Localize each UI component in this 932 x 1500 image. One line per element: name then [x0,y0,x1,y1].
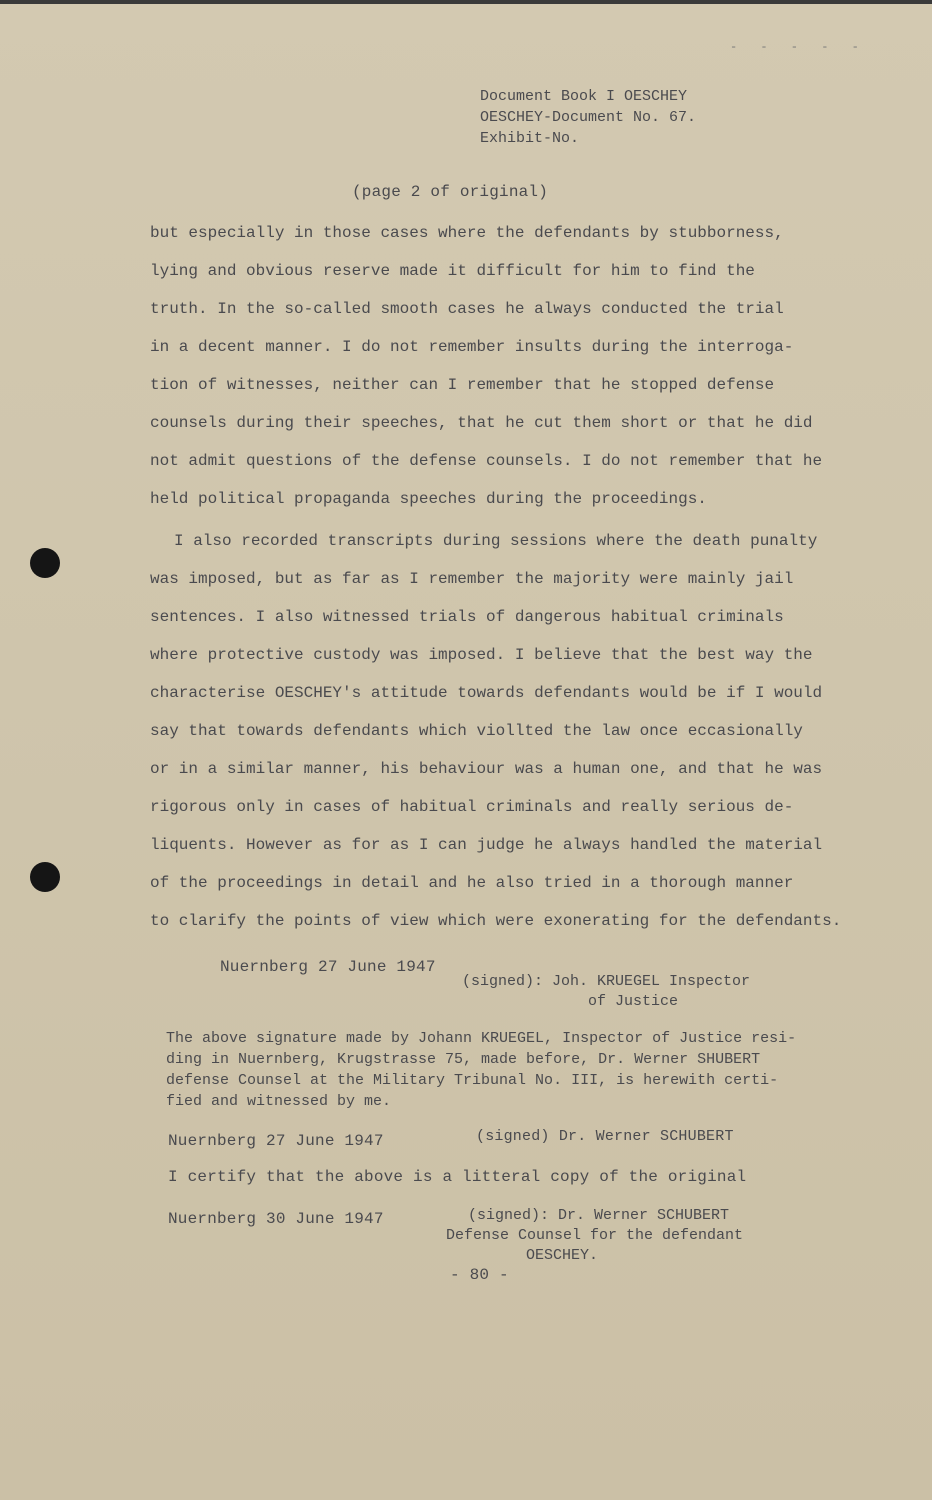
copy-certification-statement: I certify that the above is a litteral copy of the original [168,1168,747,1186]
certification-line: ding in Nuernberg, Krugstrasse 75, made before, Dr. Werner SHUBERT [166,1051,761,1068]
sign3-signed-line: (signed): Dr. Werner SCHUBERT [468,1207,730,1224]
paragraph2-line: to clarify the points of view which were exonerating for the defendants. [150,912,842,930]
paragraph1-line: lying and obvious reserve made it difficult for him to find the [150,262,755,280]
paragraph2-line: of the proceedings in detail and he also tried in a thorough manner [150,874,794,892]
edge-marks: - - - - - [730,40,867,54]
paragraph2-line: characterise OESCHEY's attitude towards defendants would be if I would [150,684,823,702]
sign1-place-date: Nuernberg 27 June 1947 [220,958,436,976]
paragraph2-line: was imposed, but as far as I remember the majority were mainly jail [150,570,794,588]
header-document-number: OESCHEY-Document No. 67. [480,109,697,126]
sign1-title-line: of Justice [588,993,679,1010]
page-top-edge [0,0,932,4]
paragraph2-line: liquents. However as for as I can judge he always handled the material [150,836,823,854]
sign3-title-line: Defense Counsel for the defendant [446,1227,744,1244]
punch-hole-lower [30,862,60,892]
sign2-signed-line: (signed) Dr. Werner SCHUBERT [476,1128,734,1145]
paragraph2-line: sentences. I also witnessed trials of dangerous habitual criminals [150,608,784,626]
paragraph1-line: but especially in those cases where the defendants by stubborness, [150,224,784,242]
paragraph1-line: counsels during their speeches, that he cut them short or that he did [150,414,813,432]
sign3-place-date: Nuernberg 30 June 1947 [168,1210,384,1228]
certification-line: defense Counsel at the Military Tribunal No. III, is herewith certi- [166,1072,779,1089]
certification-line: The above signature made by Johann KRUEGEL, Inspector of Justice resi- [166,1030,797,1047]
sign1-signed-line: (signed): Joh. KRUEGEL Inspector [462,973,751,990]
paragraph1-line: truth. In the so-called smooth cases he always conducted the trial [150,300,784,318]
paragraph2-line: where protective custody was imposed. I believe that the best way the [150,646,813,664]
sign3-signature-block [446,1206,743,1266]
header-book-line: Document Book I OESCHEY [480,88,688,105]
paragraph2-line: I also recorded transcripts during sessions where the death punalty [174,532,818,550]
paragraph1-line: tion of witnesses, neither can I remember that he stopped defense [150,376,775,394]
sign3-defendant-line: OESCHEY. [526,1247,599,1264]
page-of-original-note: (page 2 of original) [352,183,549,201]
paragraph1-line: in a decent manner. I do not remember insults during the interroga- [150,338,794,356]
paragraph2-line: rigorous only in cases of habitual criminals and really serious de- [150,798,794,816]
sign1-signature-block [462,972,750,1012]
paragraph1-line: held political propaganda speeches during the proceedings. [150,490,707,508]
paragraph2-line: or in a similar manner, his behaviour was a human one, and that he was [150,760,823,778]
certification-line: fied and witnessed by me. [166,1093,392,1110]
document-header [480,86,696,149]
page-number: - 80 - [450,1266,509,1284]
certification-paragraph [166,1028,846,1112]
sign2-place-date: Nuernberg 27 June 1947 [168,1132,384,1150]
paragraph1-line: not admit questions of the defense counsels. I do not remember that he [150,452,823,470]
punch-hole-upper [30,548,60,578]
paragraph2-line: say that towards defendants which viollted the law once eccasionally [150,722,803,740]
header-exhibit-number: Exhibit-No. [480,130,580,147]
